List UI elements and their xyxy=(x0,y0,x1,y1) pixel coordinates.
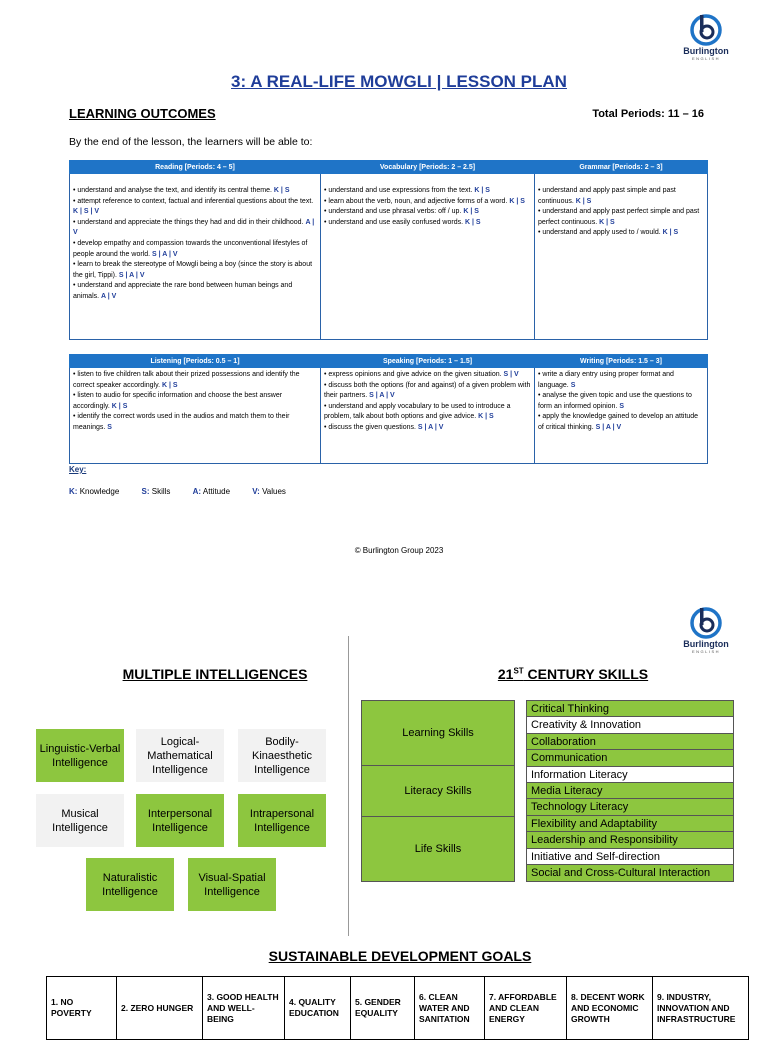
outcome-mark: K | S xyxy=(599,218,615,226)
category-learning-skills: Learning Skills xyxy=(361,700,515,766)
outcome-mark: K | S xyxy=(111,402,128,410)
reading-header: Reading [Periods: 4 – 5] xyxy=(70,161,321,174)
sdg-5: 5. GENDER EQUALITY xyxy=(351,977,415,1040)
logo-sub: ENGLISH xyxy=(691,649,721,654)
sdg-table xyxy=(46,976,749,1040)
skill-item: Technology Literacy xyxy=(527,799,733,815)
outcomes-table-2 xyxy=(69,354,708,464)
outcome-item: • understand and use phrasal verbs: off / up. K | S xyxy=(324,208,479,216)
sdg-4: 4. QUALITY EDUCATION xyxy=(285,977,351,1040)
outcome-mark: S | A | V xyxy=(595,423,622,431)
outcome-item: • develop empathy and compassion towards the unconventional lifestyles of people around the world. S | A | V xyxy=(73,239,308,258)
vocabulary-cell xyxy=(321,174,535,340)
burlington-logo-icon xyxy=(690,12,722,46)
outcome-item: • understand and use expressions from the text. K | S xyxy=(324,187,490,194)
outcome-mark: A | V xyxy=(101,292,117,300)
outcome-item: • apply the knowledge gained to develop an attitude of critical thinking. S | A | V xyxy=(538,413,699,431)
burlington-logo-2 xyxy=(676,605,736,654)
outcome-item: • listen to audio for specific information and choose the best answer accordingly. K | S xyxy=(73,392,283,410)
writing-cell xyxy=(535,368,708,464)
mi-linguistic-verbal: Linguistic-Verbal Intelligence xyxy=(36,729,124,782)
burlington-logo xyxy=(676,12,736,61)
outcome-mark: K | S xyxy=(463,208,479,216)
skill-item: Collaboration xyxy=(527,734,733,750)
speaking-cell xyxy=(321,368,535,464)
total-periods: Total Periods: 11 – 16 xyxy=(592,108,704,120)
outcome-item: • listen to five children talk about their prized possessions and identify the correct speaker accordingly. K | S xyxy=(73,371,300,389)
outcome-mark: K | S xyxy=(478,413,494,421)
burlington-logo-icon xyxy=(690,605,722,639)
reading-cell xyxy=(70,174,321,340)
key-item-values: V: Values xyxy=(252,487,286,496)
outcome-item: • attempt reference to context, factual and inferential questions about the text. K | S | V xyxy=(73,197,314,216)
outcomes-table-1 xyxy=(69,160,708,340)
skill-item: Information Literacy xyxy=(527,767,733,783)
outcome-mark: K | S xyxy=(273,187,290,194)
outcome-item: • understand and apply used to / would. K | S xyxy=(538,229,679,237)
intro-text: By the end of the lesson, the learners will be able to: xyxy=(69,136,313,148)
sdg-8: 8. DECENT WORK AND ECONOMIC GROWTH xyxy=(567,977,653,1040)
mi-interpersonal: Interpersonal Intelligence xyxy=(136,794,224,847)
sdg-9: 9. INDUSTRY, INNOVATION AND INFRASTRUCTURE xyxy=(653,977,749,1040)
outcome-item: • analyse the given topic and use the questions to form an informed opinion. S xyxy=(538,392,692,410)
logo-name: Burlington xyxy=(683,46,729,56)
outcome-item: • learn about the verb, noun, and adjective forms of a word. K | S xyxy=(324,197,525,205)
category-life-skills: Life Skills xyxy=(361,816,515,882)
skill-item: Initiative and Self-direction xyxy=(527,849,733,865)
outcome-mark: S xyxy=(619,402,625,410)
outcome-mark: K | S xyxy=(161,381,178,389)
outcome-item: • learn to break the stereotype of Mowgli being a boy (since the story is about the girl, Tippi). S | A | V xyxy=(73,261,313,279)
learning-outcomes-heading: LEARNING OUTCOMES xyxy=(69,106,216,121)
sdg-2: 2. ZERO HUNGER xyxy=(117,977,203,1040)
mi-logical-mathematical: Logical-Mathematical Intelligence xyxy=(136,729,224,782)
outcome-mark: S | A | V xyxy=(417,423,444,431)
mi-naturalistic: Naturalistic Intelligence xyxy=(86,858,174,911)
mi-visual-spatial: Visual-Spatial Intelligence xyxy=(188,858,276,911)
outcome-item: • discuss the given questions. S | A | V xyxy=(324,423,444,431)
sdg-7: 7. AFFORDABLE AND CLEAN ENERGY xyxy=(485,977,567,1040)
skill-item: Flexibility and Adaptability xyxy=(527,816,733,832)
outcome-mark: K | S xyxy=(575,197,592,205)
mi-intrapersonal: Intrapersonal Intelligence xyxy=(238,794,326,847)
grammar-cell xyxy=(535,174,708,340)
outcome-item: • understand and apply vocabulary to be used to introduce a problem, talk about both options and give advice. K | S xyxy=(324,402,511,421)
sdg-1: 1. NO POVERTY xyxy=(47,977,117,1040)
section-divider xyxy=(348,636,349,936)
logo-name: Burlington xyxy=(683,639,729,649)
sdg-heading: SUSTAINABLE DEVELOPMENT GOALS xyxy=(268,948,532,964)
key-item-skills: S: Skills xyxy=(141,487,171,496)
outcome-item: • discuss both the options (for and against) of a given problem with their partners. S | A | V xyxy=(324,381,531,400)
page-title: 3: A REAL-LIFE MOWGLI | LESSON PLAN xyxy=(231,72,567,91)
outcome-item: • understand and analyse the text, and identify its central theme. K | S xyxy=(73,187,290,194)
vocabulary-header: Vocabulary [Periods: 2 – 2.5] xyxy=(321,161,535,174)
skill-item: Creativity & Innovation xyxy=(527,717,733,733)
category-literacy-skills: Literacy Skills xyxy=(361,765,515,817)
mi-heading: MULTIPLE INTELLIGENCES xyxy=(122,666,308,682)
writing-header: Writing [Periods: 1.5 – 3] xyxy=(535,355,708,368)
skills-heading: 21ST CENTURY SKILLS xyxy=(497,666,649,682)
key-item-attitude: A: Attitude xyxy=(192,487,231,496)
key-label: Key: xyxy=(69,465,87,474)
sdg-6: 6. CLEAN WATER AND SANITATION xyxy=(415,977,485,1040)
speaking-header: Speaking [Periods: 1 – 1.5] xyxy=(321,355,535,368)
outcome-item: • write a diary entry using proper format and language. S xyxy=(538,371,674,389)
outcome-item: • understand and use easily confused words. K | S xyxy=(324,218,481,226)
listening-cell xyxy=(70,368,321,464)
logo-sub: ENGLISH xyxy=(691,56,721,61)
sdg-3: 3. GOOD HEALTH AND WELL-BEING xyxy=(203,977,285,1040)
outcome-mark: A | V xyxy=(73,218,315,237)
outcome-mark: S | A | V xyxy=(152,250,178,258)
outcome-item: • understand and appreciate the rare bond between human beings and animals. A | V xyxy=(73,282,293,300)
skill-item: Social and Cross-Cultural Interaction xyxy=(527,865,733,881)
outcome-mark: K | S xyxy=(509,197,525,205)
outcome-mark: K | S xyxy=(662,229,679,237)
skills-list xyxy=(526,700,734,882)
sdg-row xyxy=(47,977,749,1040)
outcome-item: • identify the correct words used in the audios and match them to their meanings. S xyxy=(73,413,290,431)
outcome-mark: S | V xyxy=(503,371,519,378)
mi-bodily-kinaesthetic: Bodily-Kinaesthetic Intelligence xyxy=(238,729,326,782)
skill-item: Critical Thinking xyxy=(527,701,733,717)
skill-item: Communication xyxy=(527,750,733,766)
outcome-mark: K | S xyxy=(474,187,490,194)
outcome-item: • understand and apply past simple and past continuous. K | S xyxy=(538,187,676,205)
outcome-item: • understand and apply past perfect simple and past perfect continuous. K | S xyxy=(538,208,700,226)
listening-header: Listening [Periods: 0.5 – 1] xyxy=(70,355,321,368)
key-item-knowledge: K: Knowledge xyxy=(69,487,120,496)
outcome-mark: S xyxy=(570,381,576,389)
mi-musical: Musical Intelligence xyxy=(36,794,124,847)
copyright: © Burlington Group 2023 xyxy=(354,546,444,555)
outcome-item: • express opinions and give advice on the given situation. S | V xyxy=(324,371,519,378)
skill-item: Media Literacy xyxy=(527,783,733,799)
outcome-item: • understand and appreciate the things they had and did in their childhood. A | V xyxy=(73,218,315,237)
skill-item: Leadership and Responsibility xyxy=(527,832,733,848)
key-legend xyxy=(69,487,306,496)
outcome-mark: S | A | V xyxy=(118,271,145,279)
outcome-mark: K | S | V xyxy=(73,208,100,216)
grammar-header: Grammar [Periods: 2 – 3] xyxy=(535,161,708,174)
outcome-mark: S | A | V xyxy=(369,392,395,400)
outcome-mark: S xyxy=(107,423,112,431)
outcome-mark: K | S xyxy=(465,218,481,226)
